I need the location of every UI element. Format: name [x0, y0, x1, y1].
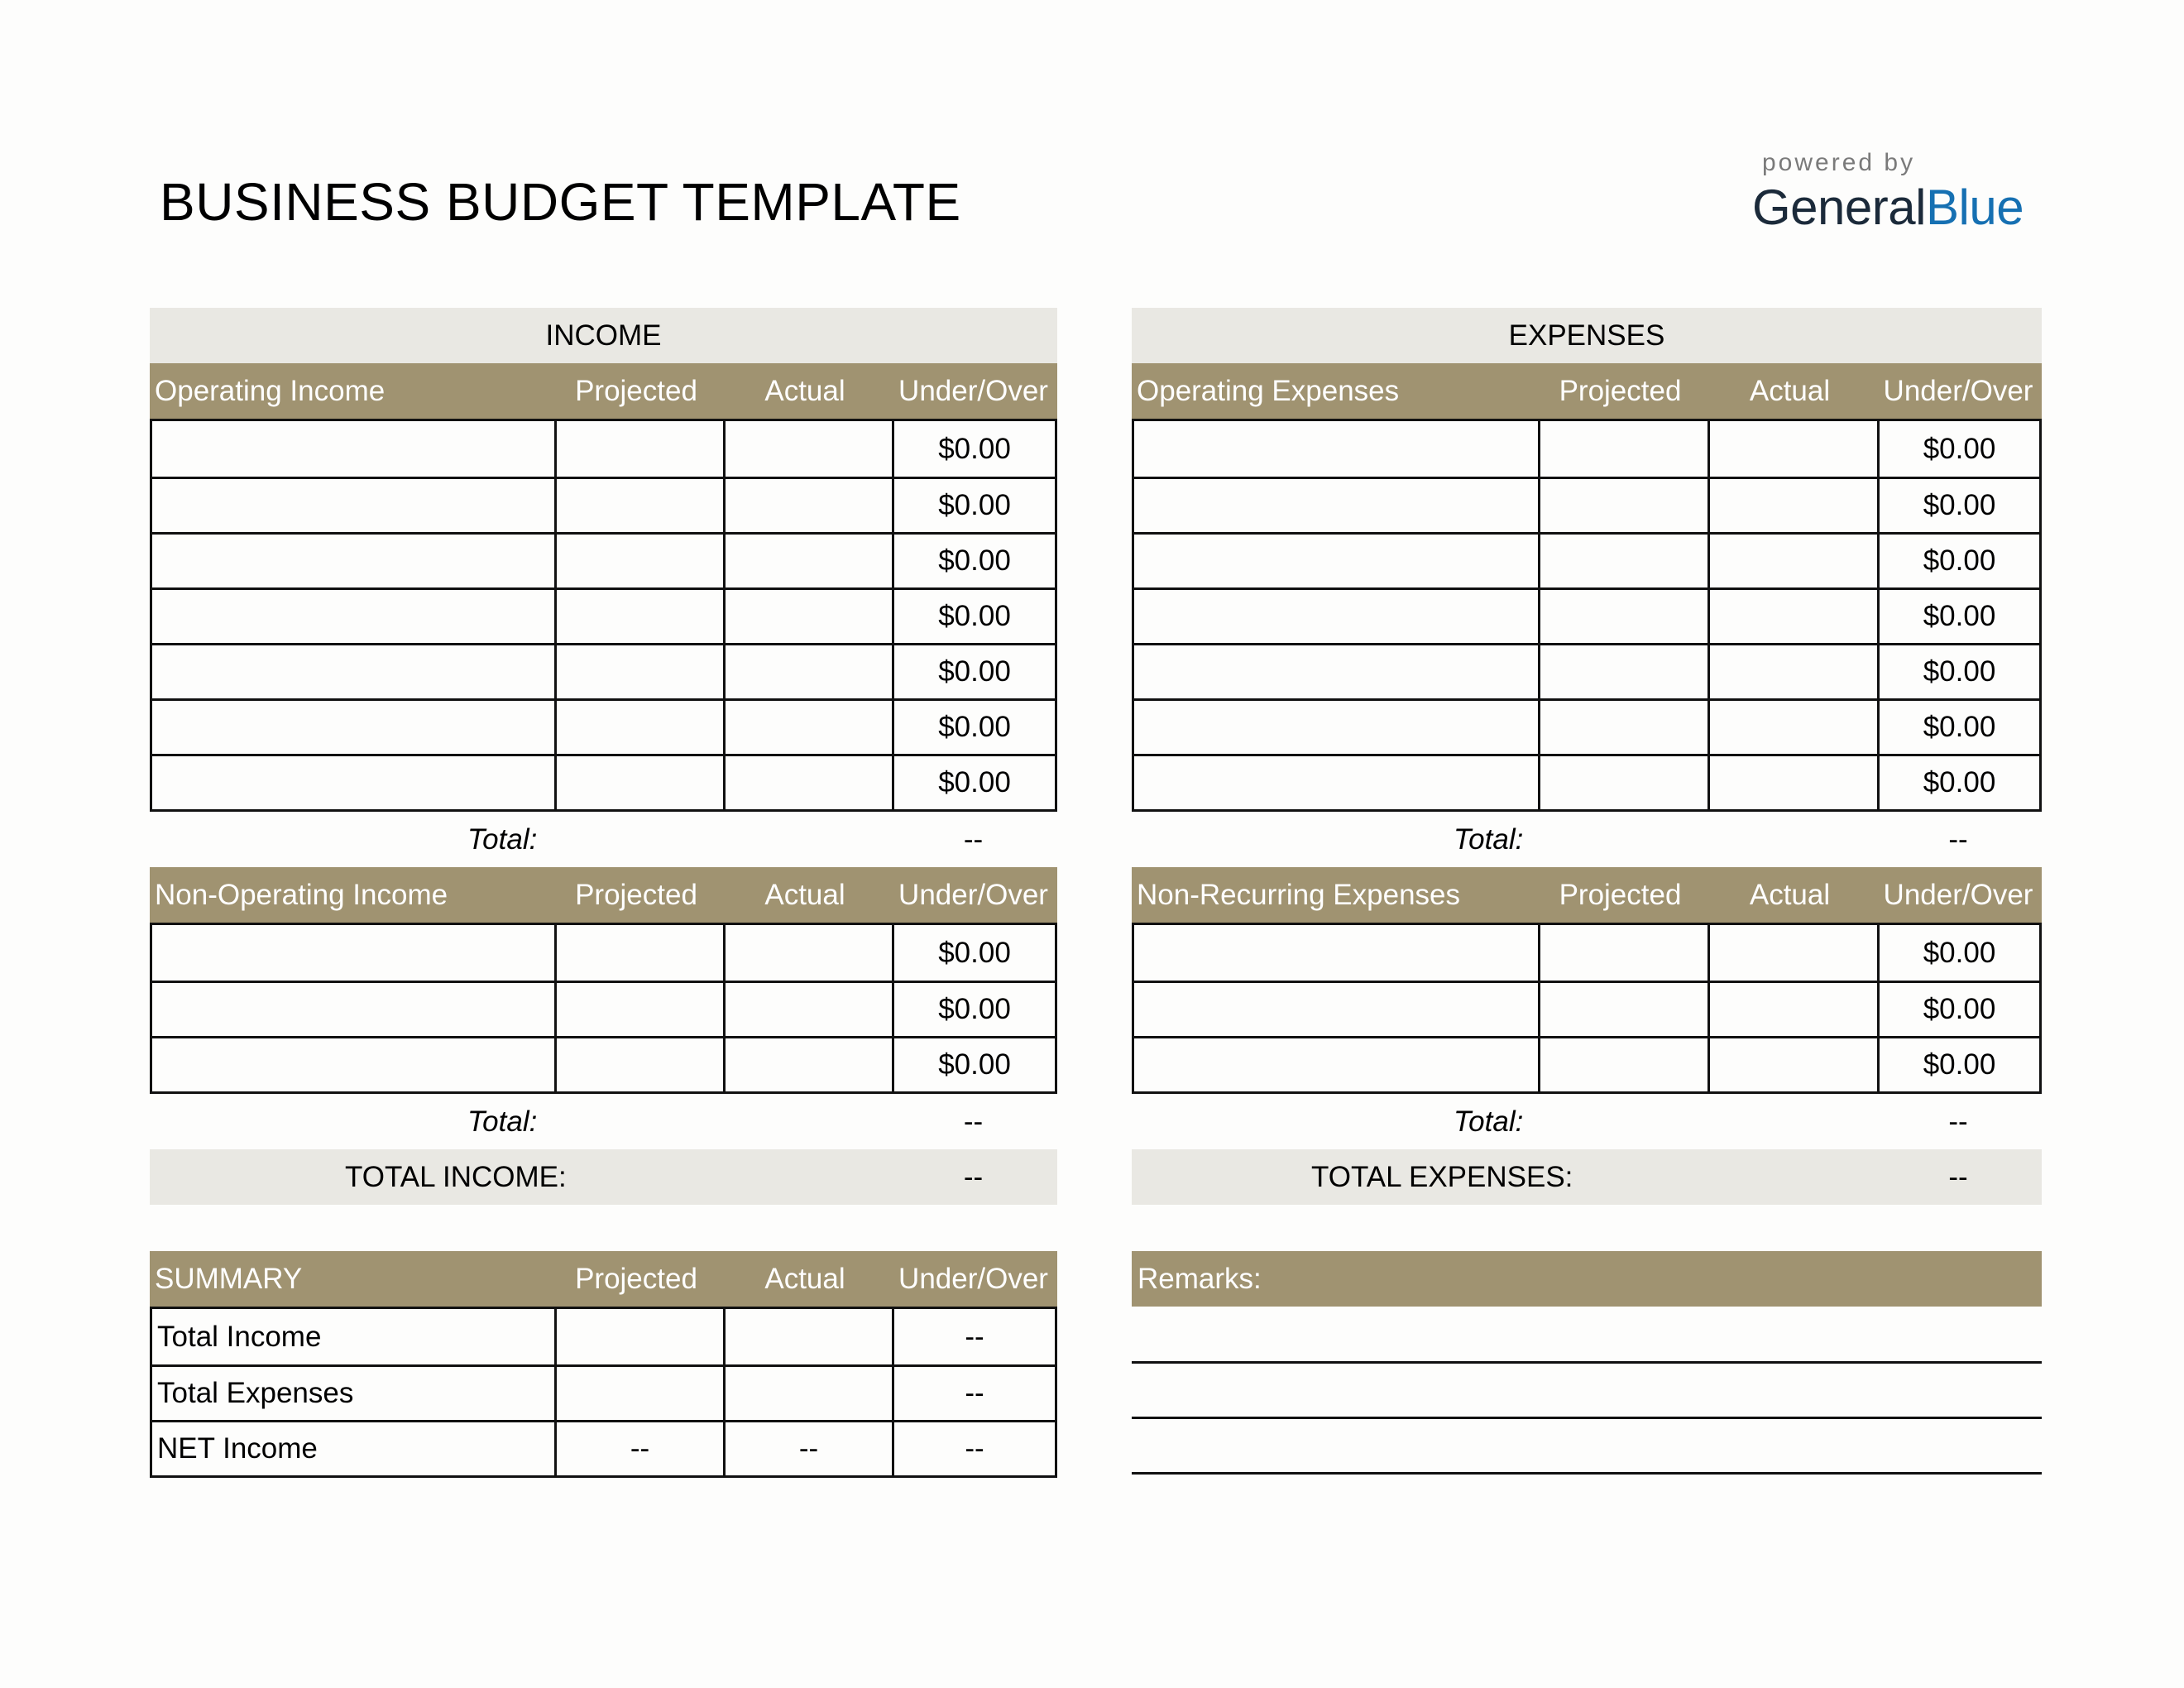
summary-projected-cell[interactable]	[554, 1309, 723, 1364]
table-row	[152, 587, 1055, 643]
non_operating-grid	[150, 923, 1057, 1094]
non_operating-total-value: --	[963, 1105, 984, 1138]
summary-row-label: NET Income	[157, 1432, 318, 1465]
brand-word-general: General	[1752, 180, 1926, 235]
operating-input-cell[interactable]	[1707, 535, 1877, 587]
operating-input-cell[interactable]	[1134, 479, 1538, 532]
non_operating-col-header-3: Under/Over	[898, 878, 1048, 911]
non_operating-col-header-0: Non-Operating Income	[155, 878, 448, 911]
operating-input-cell[interactable]	[1134, 701, 1538, 754]
table-row	[152, 754, 1055, 809]
non_operating-header-row	[150, 867, 1057, 923]
summary-actual-cell[interactable]	[723, 1309, 892, 1364]
operating-col-header-3: Under/Over	[1883, 374, 2033, 407]
non_operating-input-cell[interactable]	[723, 983, 892, 1036]
total-income-label: TOTAL INCOME:	[345, 1161, 567, 1193]
operating-input-cell[interactable]	[1538, 479, 1707, 532]
remarks-line-2[interactable]	[1132, 1417, 2042, 1419]
page-title: BUSINESS BUDGET TEMPLATE	[160, 172, 961, 232]
table-row	[1134, 477, 2039, 532]
remarks-label: Remarks:	[1138, 1262, 1262, 1295]
summary-col-header-1: Projected	[575, 1262, 697, 1295]
operating-col-header-2: Actual	[1749, 374, 1831, 407]
operating-under-over-cell: $0.00	[1877, 479, 2039, 532]
non_operating-input-cell[interactable]	[723, 1038, 892, 1091]
brand-word-blue: Blue	[1925, 180, 2024, 235]
total-expenses-label: TOTAL EXPENSES:	[1311, 1161, 1573, 1193]
non_recurring-input-cell[interactable]	[1134, 983, 1538, 1036]
operating-input-cell[interactable]	[1707, 645, 1877, 698]
summary-col-header-0: SUMMARY	[155, 1262, 303, 1295]
operating-input-cell[interactable]	[1134, 421, 1538, 477]
table-row	[1134, 925, 2039, 981]
operating-under-over-cell: $0.00	[892, 756, 1055, 809]
operating-input-cell[interactable]	[1707, 421, 1877, 477]
remarks-line-1[interactable]	[1132, 1361, 2042, 1364]
operating-under-over-cell: $0.00	[1877, 590, 2039, 643]
operating-input-cell[interactable]	[723, 645, 892, 698]
non_recurring-total-label: Total:	[1454, 1105, 1524, 1138]
total-expenses-row	[1132, 1149, 2042, 1205]
summary-header-row	[150, 1251, 1057, 1307]
operating-input-cell[interactable]	[1538, 535, 1707, 587]
non_recurring-under-over-cell: $0.00	[1877, 1038, 2039, 1091]
summary-col-header-3: Under/Over	[898, 1262, 1048, 1295]
non_recurring-total-row	[1132, 1094, 2042, 1149]
operating-under-over-cell: $0.00	[892, 701, 1055, 754]
non_recurring-grid	[1132, 923, 2042, 1094]
operating-total-row	[150, 812, 1057, 867]
table-row	[1134, 532, 2039, 587]
remarks-line-3[interactable]	[1132, 1472, 2042, 1475]
operating-under-over-cell: $0.00	[892, 479, 1055, 532]
summary-projected-cell[interactable]	[554, 1367, 723, 1420]
operating-under-over-cell: $0.00	[892, 590, 1055, 643]
table-row	[152, 643, 1055, 698]
non_operating-under-over-cell: $0.00	[892, 925, 1055, 981]
operating-grid	[1132, 419, 2042, 812]
operating-input-cell[interactable]	[152, 479, 554, 532]
operating-input-cell[interactable]	[554, 701, 723, 754]
non_operating-under-over-cell: $0.00	[892, 1038, 1055, 1091]
operating-input-cell[interactable]	[152, 535, 554, 587]
summary-actual-cell[interactable]: --	[723, 1422, 892, 1475]
non_operating-col-header-1: Projected	[575, 878, 697, 911]
table-row	[1134, 981, 2039, 1036]
table-row	[1134, 421, 2039, 477]
non_recurring-col-header-2: Actual	[1749, 878, 1831, 911]
non_recurring-input-cell[interactable]	[1707, 983, 1877, 1036]
summary-under-over-cell: --	[892, 1422, 1055, 1475]
operating-input-cell[interactable]	[152, 590, 554, 643]
summary-row-label: Total Expenses	[157, 1377, 354, 1409]
summary-row-label: Total Income	[157, 1320, 322, 1353]
non_operating-total-row	[150, 1094, 1057, 1149]
operating-col-header-0: Operating Expenses	[1137, 374, 1400, 407]
summary-projected-cell[interactable]: --	[554, 1422, 723, 1475]
operating-input-cell[interactable]	[1707, 590, 1877, 643]
operating-input-cell[interactable]	[1134, 645, 1538, 698]
non_operating-total-label: Total:	[467, 1105, 538, 1138]
operating-input-cell[interactable]	[1538, 645, 1707, 698]
table-row	[1134, 754, 2039, 809]
operating-col-header-0: Operating Income	[155, 374, 386, 407]
operating-input-cell[interactable]	[1707, 479, 1877, 532]
operating-input-cell[interactable]	[554, 590, 723, 643]
operating-input-cell[interactable]	[1538, 756, 1707, 809]
operating-under-over-cell: $0.00	[1877, 535, 2039, 587]
non_operating-input-cell[interactable]	[152, 925, 554, 981]
total-income-row	[150, 1149, 1057, 1205]
operating-input-cell[interactable]	[554, 479, 723, 532]
operating-input-cell[interactable]	[723, 701, 892, 754]
operating-col-header-3: Under/Over	[898, 374, 1048, 407]
non_recurring-input-cell[interactable]	[1134, 925, 1538, 981]
non_operating-input-cell[interactable]	[723, 925, 892, 981]
operating-input-cell[interactable]	[152, 421, 554, 477]
operating-input-cell[interactable]	[1538, 421, 1707, 477]
operating-input-cell[interactable]	[152, 645, 554, 698]
operating-header-row	[150, 363, 1057, 419]
operating-col-header-1: Projected	[1559, 374, 1682, 407]
total-income-value: --	[963, 1161, 984, 1193]
table-row	[1134, 698, 2039, 754]
operating-header-row	[1132, 363, 2042, 419]
table-row	[1134, 587, 2039, 643]
non_recurring-input-cell[interactable]	[1707, 1038, 1877, 1091]
summary-section	[150, 1251, 1057, 1478]
operating-total-label: Total:	[1454, 823, 1524, 856]
operating-input-cell[interactable]	[723, 479, 892, 532]
table-row	[152, 1364, 1055, 1420]
brand-wordmark	[1752, 179, 2024, 236]
remarks-header	[1132, 1251, 2042, 1307]
table-row	[152, 532, 1055, 587]
powered-by-text: powered by	[1762, 149, 1916, 176]
operating-input-cell[interactable]	[723, 421, 892, 477]
operating-under-over-cell: $0.00	[1877, 756, 2039, 809]
operating-input-cell[interactable]	[1134, 756, 1538, 809]
operating-input-cell[interactable]	[554, 535, 723, 587]
non_recurring-total-value: --	[1948, 1105, 1968, 1138]
operating-input-cell[interactable]	[1707, 701, 1877, 754]
table-row	[152, 698, 1055, 754]
operating-total-label: Total:	[467, 823, 538, 856]
non_recurring-under-over-cell: $0.00	[1877, 925, 2039, 981]
non_recurring-input-cell[interactable]	[1538, 983, 1707, 1036]
non_recurring-input-cell[interactable]	[1707, 925, 1877, 981]
operating-col-header-1: Projected	[575, 374, 697, 407]
operating-grid	[150, 419, 1057, 812]
operating-under-over-cell: $0.00	[892, 421, 1055, 477]
non_operating-input-cell[interactable]	[554, 1038, 723, 1091]
brand-logo	[1721, 149, 2052, 240]
operating-input-cell[interactable]	[554, 645, 723, 698]
expenses-section	[1132, 308, 2042, 1205]
operating-under-over-cell: $0.00	[1877, 421, 2039, 477]
non_operating-under-over-cell: $0.00	[892, 983, 1055, 1036]
table-row	[1134, 1036, 2039, 1091]
table-row	[1134, 643, 2039, 698]
income-band: INCOME	[150, 308, 1057, 363]
operating-input-cell[interactable]	[152, 756, 554, 809]
summary-grid	[150, 1307, 1057, 1478]
table-row	[152, 477, 1055, 532]
operating-input-cell[interactable]	[1538, 590, 1707, 643]
operating-input-cell[interactable]	[554, 756, 723, 809]
non_operating-col-header-2: Actual	[764, 878, 845, 911]
income-section	[150, 308, 1057, 1205]
non_operating-input-cell[interactable]	[152, 1038, 554, 1091]
non_recurring-input-cell[interactable]	[1134, 1038, 1538, 1091]
non_recurring-col-header-1: Projected	[1559, 878, 1682, 911]
operating-input-cell[interactable]	[1134, 590, 1538, 643]
non_recurring-input-cell[interactable]	[1538, 1038, 1707, 1091]
operating-input-cell[interactable]	[1134, 535, 1538, 587]
table-row	[152, 981, 1055, 1036]
non_operating-input-cell[interactable]	[152, 983, 554, 1036]
non_operating-input-cell[interactable]	[554, 983, 723, 1036]
operating-input-cell[interactable]	[723, 590, 892, 643]
non_recurring-input-cell[interactable]	[1538, 925, 1707, 981]
table-row	[152, 1309, 1055, 1364]
operating-total-row	[1132, 812, 2042, 867]
table-row	[152, 1420, 1055, 1475]
operating-under-over-cell: $0.00	[1877, 701, 2039, 754]
table-row	[152, 1036, 1055, 1091]
operating-under-over-cell: $0.00	[892, 645, 1055, 698]
summary-under-over-cell: --	[892, 1309, 1055, 1364]
total-expenses-value: --	[1948, 1161, 1968, 1193]
operating-total-value: --	[963, 823, 984, 856]
non_recurring-header-row	[1132, 867, 2042, 923]
operating-under-over-cell: $0.00	[1877, 645, 2039, 698]
operating-input-cell[interactable]	[1538, 701, 1707, 754]
operating-input-cell[interactable]	[1707, 756, 1877, 809]
table-row	[152, 925, 1055, 981]
summary-under-over-cell: --	[892, 1367, 1055, 1420]
operating-input-cell[interactable]	[723, 535, 892, 587]
operating-total-value: --	[1948, 823, 1968, 856]
non_recurring-col-header-3: Under/Over	[1883, 878, 2033, 911]
summary-col-header-2: Actual	[764, 1262, 845, 1295]
operating-input-cell[interactable]	[554, 421, 723, 477]
operating-col-header-2: Actual	[764, 374, 845, 407]
table-row	[152, 421, 1055, 477]
operating-under-over-cell: $0.00	[892, 535, 1055, 587]
summary-actual-cell[interactable]	[723, 1367, 892, 1420]
non_recurring-col-header-0: Non-Recurring Expenses	[1137, 878, 1461, 911]
operating-input-cell[interactable]	[152, 701, 554, 754]
expenses-band: EXPENSES	[1132, 308, 2042, 363]
non_operating-input-cell[interactable]	[554, 925, 723, 981]
operating-input-cell[interactable]	[723, 756, 892, 809]
non_recurring-under-over-cell: $0.00	[1877, 983, 2039, 1036]
